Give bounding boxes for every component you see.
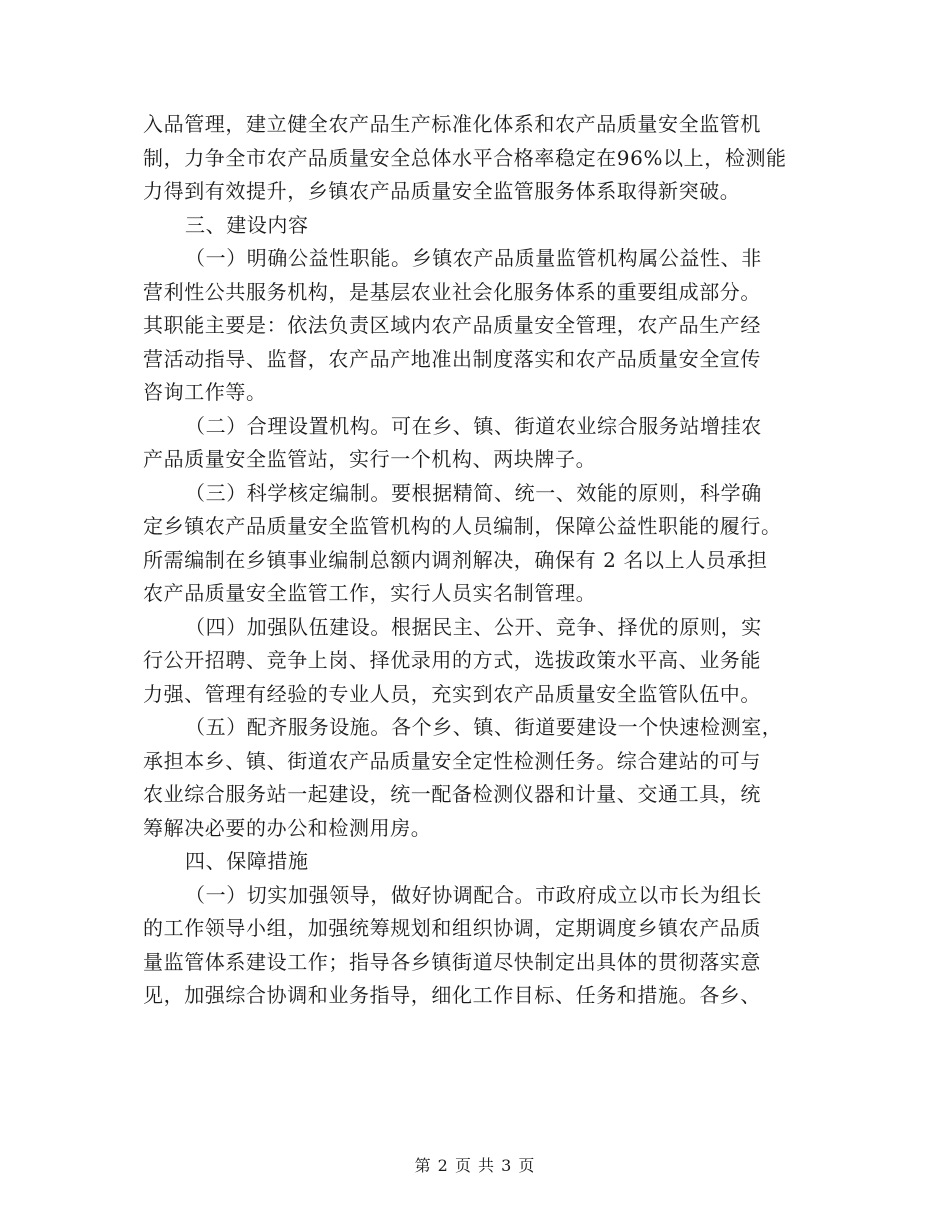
section-heading: 四、保障措施 bbox=[185, 849, 309, 873]
paragraph-start: （一）切实加强领导，做好协调配合。市政府成立以市长为组长 bbox=[185, 882, 762, 907]
text-line: 筹解决必要的办公和检测用房。 bbox=[143, 815, 432, 840]
text-line: 所需编制在乡镇事业编制总额内调剂解决，确保有 2 名以上人员承担 bbox=[143, 547, 768, 572]
text-line: 产品质量安全监管站，实行一个机构、两块牌子。 bbox=[143, 447, 597, 471]
text-line: 营活动指导、监督，农产品产地准出制度落实和农产品质量安全宣传 bbox=[143, 346, 761, 371]
document-body bbox=[143, 108, 813, 1013]
text-line: 见，加强综合协调和业务指导，细化工作目标、任务和措施。各乡、 bbox=[143, 983, 761, 1007]
text-line: 承担本乡、镇、街道农产品质量安全定性检测任务。综合建站的可与 bbox=[143, 748, 761, 773]
paragraph-start: （五）配齐服务设施。各个乡、镇、街道要建设一个快速检测室， bbox=[185, 715, 783, 739]
text-line: 入品管理，建立健全农产品生产标准化体系和农产品质量安全监管机 bbox=[143, 112, 761, 136]
section-heading: 三、建设内容 bbox=[185, 212, 309, 237]
text-line: 营利性公共服务机构，是基层农业社会化服务体系的重要组成部分。 bbox=[143, 279, 761, 304]
paragraph-start: （一）明确公益性职能。乡镇农产品质量监管机构属公益性、非 bbox=[185, 246, 762, 270]
text-line: 力强、管理有经验的专业人员，充实到农产品质量安全监管队伍中。 bbox=[143, 681, 761, 706]
paragraph-start: （二）合理设置机构。可在乡、镇、街道农业综合服务站增挂农 bbox=[185, 413, 762, 438]
text-line: 力得到有效提升，乡镇农产品质量安全监管服务体系取得新突破。 bbox=[143, 179, 741, 203]
paragraph-start: （四）加强队伍建设。根据民主、公开、竞争、择优的原则，实 bbox=[185, 614, 762, 639]
text-line: 农业综合服务站一起建设，统一配备检测仪器和计量、交通工具，统 bbox=[143, 782, 761, 806]
text-line: 行公开招聘、竞争上岗、择优录用的方式，选拔政策水平高、业务能 bbox=[143, 648, 761, 672]
text-line: 的工作领导小组，加强统筹规划和组织协调，定期调度乡镇农产品质 bbox=[143, 916, 761, 940]
page-number-footer: 第 2 页 共 3 页 bbox=[414, 1156, 536, 1175]
text-line: 咨询工作等。 bbox=[143, 380, 267, 404]
paragraph-start: （三）科学核定编制。要根据精简、统一、效能的原则，科学确 bbox=[185, 480, 762, 505]
text-line: 其职能主要是：依法负责区域内农产品质量安全管理，农产品生产经 bbox=[143, 313, 761, 337]
text-line: 量监管体系建设工作；指导各乡镇街道尽快制定出具体的贯彻落实意 bbox=[143, 949, 761, 974]
text-line: 定乡镇农产品质量安全监管机构的人员编制，保障公益性职能的履行。 bbox=[143, 514, 782, 538]
text-line: 制，力争全市农产品质量安全总体水平合格率稳定在96%以上，检测能 bbox=[143, 145, 787, 170]
text-line: 农产品质量安全监管工作，实行人员实名制管理。 bbox=[143, 581, 597, 605]
